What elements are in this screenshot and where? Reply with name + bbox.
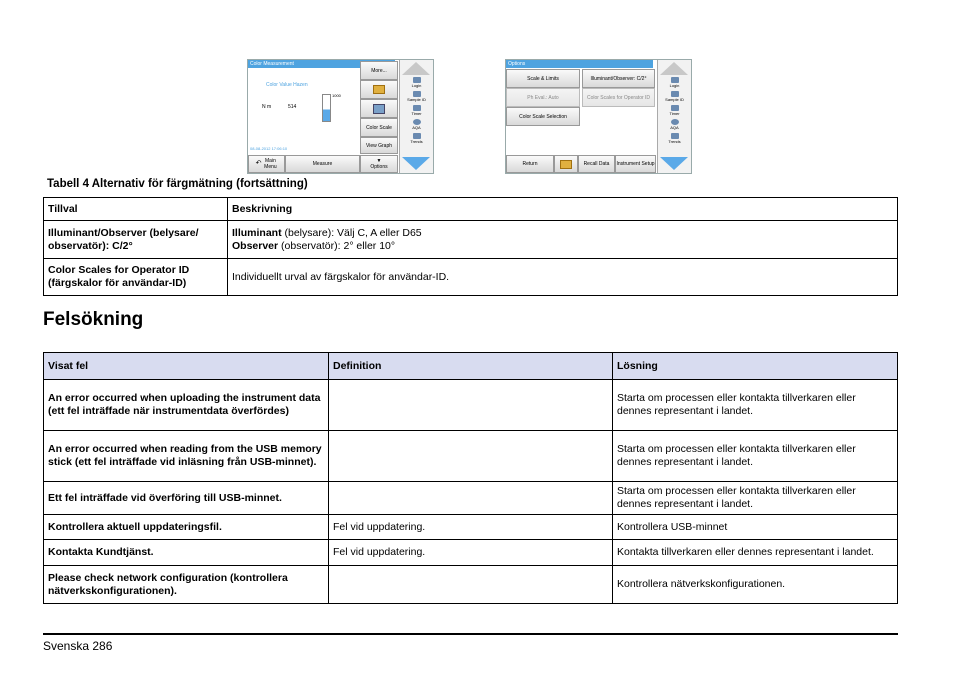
solution-cell: Starta om processen eller kontakta tillverkaren eller dennes representant i landet.: [613, 431, 898, 482]
solution-cell: Starta om processen eller kontakta tillverkaren eller dennes representant i landet.: [613, 380, 898, 431]
color-scale-selection-button[interactable]: Color Scale Selection: [506, 107, 580, 126]
view-graph-button[interactable]: View Graph: [360, 137, 398, 154]
options-label: Options: [370, 163, 388, 170]
screen-title-bar: [506, 60, 653, 68]
sidebar-item-login[interactable]: [659, 77, 690, 88]
definition-cell: [329, 431, 613, 482]
ph-eval-button[interactable]: Ph Eval.: Auto: [506, 88, 580, 107]
options-button[interactable]: [360, 155, 398, 173]
sidebar-item-timer[interactable]: [659, 105, 690, 116]
scale-max: 1000: [332, 93, 341, 98]
solution-cell: Kontakta tillverkaren eller dennes representant i landet.: [613, 540, 898, 566]
more-button[interactable]: More...: [360, 61, 398, 80]
footer-language: Svenska: [43, 639, 90, 653]
desc-text: (belysare): Välj C, A eller D65: [281, 226, 422, 239]
table-row: [44, 431, 898, 482]
error-cell: Kontakta Kundtjänst.: [44, 540, 329, 566]
table-row: [44, 380, 898, 431]
color-measurement-screenshot: [247, 59, 434, 174]
sidebar-item-trends[interactable]: [401, 133, 432, 144]
scroll-down-arrow-icon[interactable]: [402, 157, 430, 170]
error-cell: An error occurred when reading from the USB memory stick (ett fel inträffade vid inläsning från USB-minnet).: [44, 431, 329, 482]
sidebar-label: Login: [411, 83, 422, 88]
column-header: Definition: [329, 353, 613, 380]
sidebar-label: Trends: [410, 139, 423, 144]
folder-icon: [373, 85, 385, 94]
scroll-up-arrow-icon[interactable]: [660, 62, 688, 75]
folder-button[interactable]: [554, 155, 578, 173]
measure-button[interactable]: Measure: [285, 155, 360, 173]
page-footer: [43, 639, 112, 653]
footer-rule: [43, 633, 898, 635]
screen1-sidebar: [399, 60, 433, 173]
scroll-up-arrow-icon[interactable]: [402, 62, 430, 75]
datetime: 08-08-2012 17:06:10: [250, 146, 288, 151]
main-menu-label: Main Menu: [264, 158, 277, 170]
sidebar-item-aqa[interactable]: [401, 119, 432, 130]
screen2-sidebar: [657, 60, 691, 173]
sidebar-label: Sample ID: [665, 97, 684, 102]
troubleshooting-table: [43, 352, 898, 604]
sidebar-label: Login: [669, 83, 680, 88]
table-row: [44, 482, 898, 515]
error-cell: Please check network configuration (kontrollera nätverkskonfigurationen).: [44, 566, 329, 604]
desc-text: (observatör): 2° eller 10°: [278, 239, 396, 252]
color-options-table: [43, 197, 898, 296]
color-value-label: Color Value Hazen: [266, 82, 308, 88]
error-cell: An error occurred when uploading the instrument data (ett fel inträffade när instrumentdata överfördes): [44, 380, 329, 431]
row-label: N m: [262, 104, 272, 110]
scale-limits-button[interactable]: Scale & Limits: [506, 69, 580, 88]
definition-cell: [329, 380, 613, 431]
sidebar-label: Trends: [668, 139, 681, 144]
section-heading: Felsökning: [43, 309, 144, 330]
recall-data-button[interactable]: Recall Data: [578, 155, 615, 173]
error-cell: Ett fel inträffade vid överföring till USB-minnet.: [44, 482, 329, 515]
instrument-setup-button[interactable]: Instrument Setup: [615, 155, 656, 173]
chevron-down-icon: ▼: [376, 157, 382, 164]
table-row: [44, 540, 898, 566]
return-button[interactable]: Return: [506, 155, 554, 173]
options-screenshot: [505, 59, 692, 174]
sidebar-label: Timer: [411, 111, 422, 116]
definition-cell: Fel vid uppdatering.: [329, 540, 613, 566]
definition-cell: [329, 566, 613, 604]
desc-term: Illuminant: [232, 226, 282, 239]
table-caption: Tabell 4 Alternativ för färgmätning (fortsättning): [47, 178, 308, 190]
sidebar-label: AQA: [412, 125, 421, 130]
back-arrow-icon: ↶: [255, 160, 262, 167]
column-header: Lösning: [613, 353, 898, 380]
description-cell: Individuellt urval av färgskalor för användar-ID.: [228, 259, 898, 296]
screen-title: Options: [508, 61, 526, 67]
solution-cell: Kontrollera USB-minnet: [613, 515, 898, 540]
column-header: Beskrivning: [228, 198, 898, 221]
sidebar-item-timer[interactable]: [401, 105, 432, 116]
sidebar-item-aqa[interactable]: [659, 119, 690, 130]
description-cell: [228, 221, 898, 259]
definition-cell: [329, 482, 613, 515]
sidebar-item-trends[interactable]: [659, 133, 690, 144]
column-header: Tillval: [44, 198, 228, 221]
folder-button[interactable]: [360, 80, 398, 99]
level-bar: [322, 94, 331, 122]
sidebar-item-login[interactable]: [401, 77, 432, 88]
definition-cell: Fel vid uppdatering.: [329, 515, 613, 540]
sidebar-label: Timer: [669, 111, 680, 116]
column-header: Visat fel: [44, 353, 329, 380]
sidebar-label: AQA: [670, 125, 679, 130]
desc-term: Observer: [232, 239, 279, 252]
sidebar-item-sample-id[interactable]: [401, 91, 432, 102]
row-value: 514: [288, 104, 297, 110]
option-cell: Illuminant/Observer (belysare/ observatör): C/2°: [44, 221, 228, 259]
solution-cell: Starta om processen eller kontakta tillverkaren eller dennes representant i landet.: [613, 482, 898, 515]
table-row: [44, 566, 898, 604]
illuminant-observer-button[interactable]: Illuminant/Observer: C/2°: [582, 69, 655, 88]
color-scale-button[interactable]: Color Scale: [360, 118, 398, 137]
folder-icon: [560, 160, 572, 169]
page-number: 286: [92, 639, 113, 653]
main-menu-button[interactable]: [248, 155, 285, 173]
computer-icon: [373, 104, 385, 114]
send-data-button[interactable]: [360, 99, 398, 118]
option-cell: Color Scales for Operator ID (färgskalor för användar-ID): [44, 259, 228, 296]
table-row: [44, 515, 898, 540]
scroll-down-arrow-icon[interactable]: [660, 157, 688, 170]
table-row: [44, 259, 898, 296]
color-scales-operator-button[interactable]: Color Scales for Operator ID: [582, 88, 655, 107]
sidebar-item-sample-id[interactable]: [659, 91, 690, 102]
sidebar-label: Sample ID: [407, 97, 426, 102]
error-cell: Kontrollera aktuell uppdateringsfil.: [44, 515, 329, 540]
screen-title: Color Measurement: [250, 61, 294, 67]
table-row: [44, 221, 898, 259]
solution-cell: Kontrollera nätverkskonfigurationen.: [613, 566, 898, 604]
